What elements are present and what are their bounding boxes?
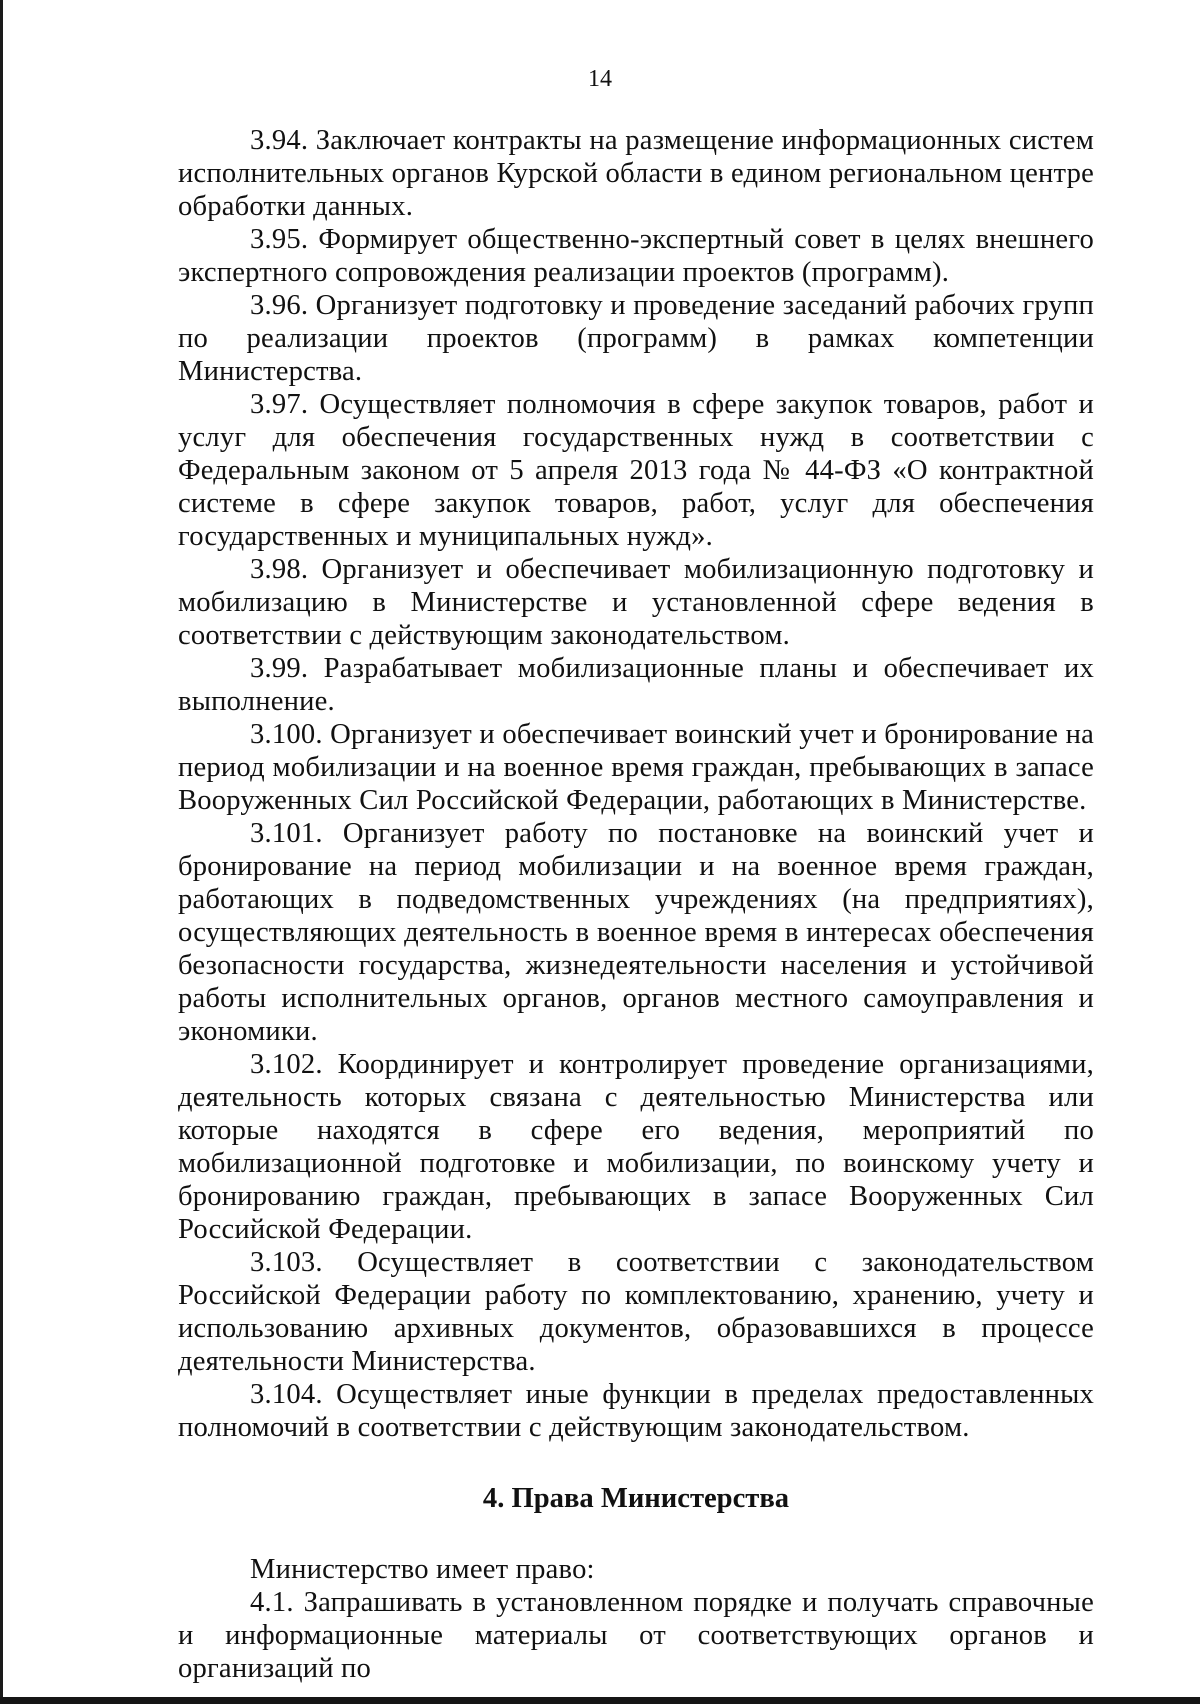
paragraph-3-100: 3.100. Организует и обеспечивает воинский учет и бронирование на период мобилизации и на военное время граждан, пребывающих в запасе Вооруженных Сил Российской Федерации, работающих в Министерстве.: [178, 719, 1094, 816]
section-intro: Министерство имеет право:: [250, 1554, 595, 1585]
section-heading: 4. Права Министерства: [482, 1483, 790, 1514]
paragraph-3-98: 3.98. Организует и обеспечивает мобилизационную подготовку и мобилизацию в Министерстве и установленной сфере ведения в соответствии с действующим законодательством.: [178, 554, 1094, 651]
paragraph-3-95: 3.95. Формирует общественно-экспертный совет в целях внешнего экспертного сопровождения реализации проектов (программ).: [178, 224, 1094, 288]
scan-edge-bottom: [0, 1697, 1200, 1704]
document-body: [178, 124, 1094, 1685]
paragraph-3-102: 3.102. Координирует и контролирует проведение организациями, деятельность которых связана с деятельностью Министерства или которые находятся в сфере его ведения, мероприятий по мобилизационной подготовке и мобилизации, по воинскому учету и бронированию граждан, пребывающих в запасе Вооруженных Сил Российской Федерации.: [178, 1049, 1094, 1245]
paragraph-3-101: 3.101. Организует работу по постановке на воинский учет и бронирование на период мобилизации и на военное время граждан, работающих в подведомственных учреждениях (на предприятиях), осуществляющих деятельность в военное время в интересах обеспечения безопасности государства, жизнедеятельности населения и устойчивой работы исполнительных органов, органов местного самоуправления и экономики.: [178, 818, 1094, 1047]
paragraph-3-99: 3.99. Разрабатывает мобилизационные планы и обеспечивает их выполнение.: [178, 653, 1094, 717]
paragraph-3-103: 3.103. Осуществляет в соответствии с законодательством Российской Федерации работу по комплектованию, хранению, учету и использованию архивных документов, образовавшихся в процессе деятельности Министерства.: [178, 1247, 1094, 1377]
paragraph-3-94: 3.94. Заключает контракты на размещение информационных систем исполнительных органов Курской области в едином региональном центре обработки данных.: [178, 125, 1094, 222]
paragraph-3-104: 3.104. Осуществляет иные функции в пределах предоставленных полномочий в соответствии с действующим законодательством.: [178, 1379, 1094, 1443]
scan-edge-left: [0, 0, 3, 1704]
paragraph-4-1: 4.1. Запрашивать в установленном порядке и получать справочные и информационные материалы от соответствующих органов и организаций по: [178, 1587, 1094, 1684]
page-number: 14: [588, 66, 612, 92]
paragraph-3-97: 3.97. Осуществляет полномочия в сфере закупок товаров, работ и услуг для обеспечения государственных нужд в соответствии с Федеральным законом от 5 апреля 2013 года № 44-ФЗ «О контрактной системе в сфере закупок товаров, работ, услуг для обеспечения государственных и муниципальных нужд».: [178, 389, 1094, 552]
paragraph-3-96: 3.96. Организует подготовку и проведение заседаний рабочих групп по реализации проектов (программ) в рамках компетенции Министерства.: [178, 290, 1094, 387]
